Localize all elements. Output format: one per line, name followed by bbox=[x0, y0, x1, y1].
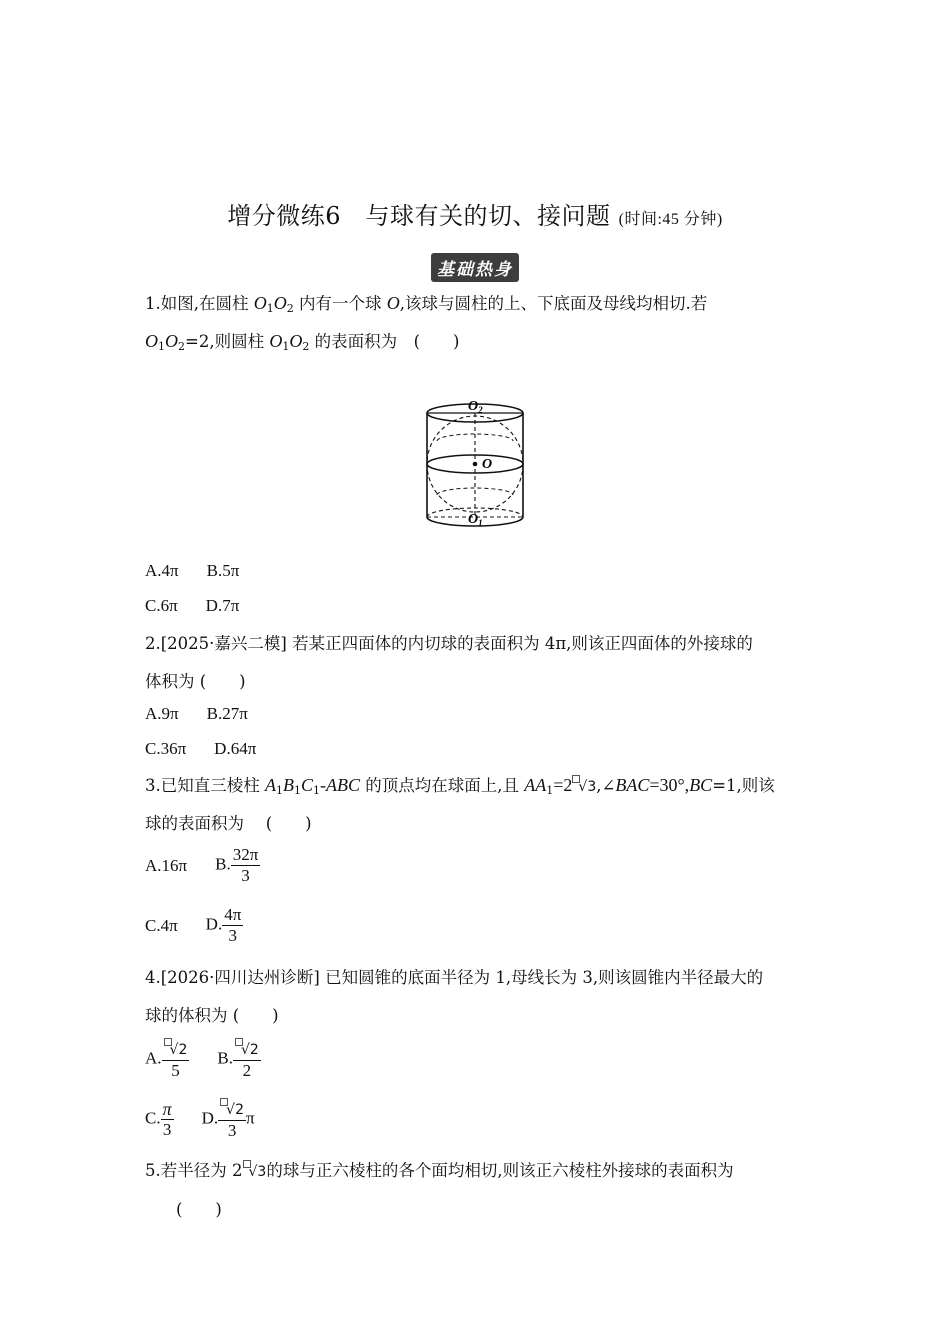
q2-option-a[interactable]: A.9π bbox=[145, 704, 179, 724]
label-O1: $O_1$ bbox=[468, 512, 483, 528]
q1-option-d[interactable]: D.7π bbox=[205, 596, 240, 616]
title-main: 增分微练6 与球有关的切、接问题 bbox=[227, 202, 611, 230]
q3-option-c[interactable]: C.4π bbox=[145, 915, 178, 935]
q3-options-row2 bbox=[145, 905, 271, 946]
q3-line2: 球的表面积为 ( ) bbox=[145, 814, 312, 833]
q4-option-d[interactable]: D. $\frac{√2}{3}$ π bbox=[202, 1098, 255, 1141]
q1-options-row1 bbox=[145, 560, 267, 581]
q4-options-row1 bbox=[145, 1038, 289, 1081]
q1-option-c[interactable]: C.6π bbox=[145, 596, 178, 616]
q2-options-row1 bbox=[145, 703, 276, 724]
q1-line2: $O_1O_2=2$,则圆柱 $O_1O_2$ 的表面积为 ( ) bbox=[145, 331, 460, 353]
q2-options-row2 bbox=[145, 738, 284, 759]
q1-options-row2 bbox=[145, 595, 267, 616]
q1-option-a[interactable]: A.4π bbox=[145, 561, 179, 581]
q3-option-b[interactable]: B. $\frac{32\pi}{3}$ bbox=[215, 845, 259, 885]
page-title bbox=[0, 196, 950, 231]
q4-option-b[interactable]: B. $\frac{√2}{2}$ bbox=[217, 1038, 260, 1081]
q4-line2: 球的体积为 ( ) bbox=[145, 1006, 279, 1025]
section-badge: 基础热身 bbox=[431, 253, 519, 282]
q3-options-row1 bbox=[145, 845, 288, 886]
q4-option-a[interactable]: A. $\frac{√2}{5}$ bbox=[145, 1038, 189, 1081]
q3-line1: 3.已知直三棱柱 $A_1B_1C_1$-ABC 的顶点均在球面上,且 $AA_1=2$ √3,∠BAC=30°,BC=1,则该 bbox=[145, 775, 775, 797]
q2-line2: 体积为 ( ) bbox=[145, 672, 246, 691]
q1-line1: 1.如图,在圆柱 $O_1O_2$ 内有一个球 O,该球与圆柱的上、下底面及母线均相切.若 bbox=[145, 293, 708, 315]
title-time-limit: (时间:45 分钟) bbox=[618, 211, 723, 228]
section-badge-wrap bbox=[0, 253, 950, 282]
q5-line1: 5.若半径为 2 √3的球与正六棱柱的各个面均相切,则该正六棱柱外接球的表面积为 bbox=[145, 1161, 734, 1180]
q5-line2: ( ) bbox=[176, 1200, 222, 1219]
label-O: O bbox=[482, 457, 493, 472]
q3-option-d[interactable]: D. $\frac{4\pi}{3}$ bbox=[205, 905, 242, 945]
q2-option-d[interactable]: D.64π bbox=[214, 739, 257, 759]
q2-option-b[interactable]: B.27π bbox=[206, 704, 248, 724]
q4-options-row2 bbox=[145, 1098, 283, 1141]
q3-option-a[interactable]: A.16π bbox=[145, 855, 188, 875]
q4-line1: 4.[2026·四川达州诊断] 已知圆锥的底面半径为 1,母线长为 3,则该圆锥内半径最大的 bbox=[145, 968, 764, 987]
q4-option-c[interactable]: C. $\frac{\pi}{3}$ bbox=[145, 1099, 172, 1139]
q1-option-b[interactable]: B.5π bbox=[206, 561, 240, 581]
label-O2: $O_2$ bbox=[468, 399, 483, 415]
sphere-center-point bbox=[473, 462, 478, 467]
q2-option-c[interactable]: C.36π bbox=[145, 739, 187, 759]
q2-line1: 2.[2025·嘉兴二模] 若某正四面体的内切球的表面积为 4π,则该正四面体的外接球的 bbox=[145, 634, 753, 653]
cylinder-sphere-figure bbox=[420, 393, 530, 533]
